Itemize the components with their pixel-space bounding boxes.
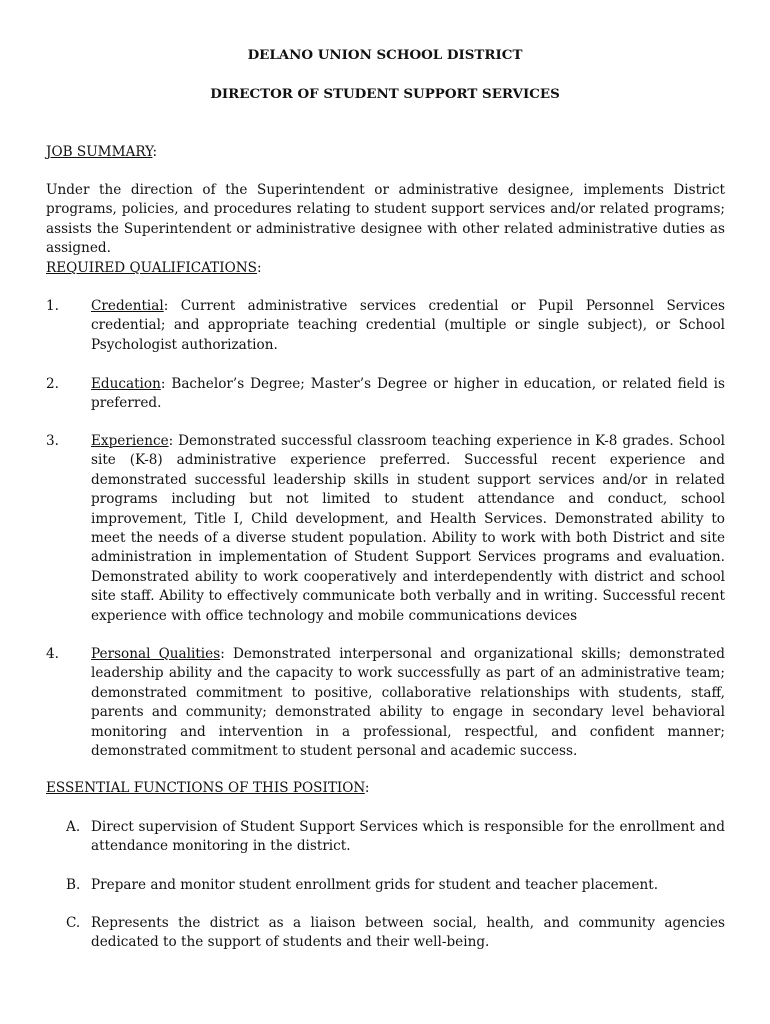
position-title: DIRECTOR OF STUDENT SUPPORT SERVICES [210, 86, 560, 102]
qualification-personal-qualities [91, 645, 725, 761]
qualification-text: : Bachelor’s Degree; Master’s Degree or higher in education, or related field is preferred. [91, 376, 725, 412]
essential-functions-heading: ESSENTIAL FUNCTIONS OF THIS POSITION: [46, 780, 370, 796]
job-summary-text: Under the direction of the Superintendent or administrative designee, implements District programs, policies, and procedures relating to student support services and/or related programs; assists the Superintendent or administrative designee with other related administrative duties as assigned. [46, 182, 725, 257]
function-item: Prepare and monitor student enrollment grids for student and teacher placement. [91, 877, 659, 893]
qualification-number: 3. [46, 433, 59, 449]
qualification-credential [91, 297, 725, 355]
qualification-label: Personal Qualities [91, 646, 221, 662]
qualification-text: : Current administrative services credential or Pupil Personnel Services credential; and appropriate teaching credential (multiple or single subject), or School Psychologist authorization. [91, 298, 725, 353]
job-summary-heading: JOB SUMMARY: [46, 144, 158, 160]
qualification-number: 1. [46, 298, 59, 314]
function-letter: C. [66, 915, 81, 931]
qualifications-heading: REQUIRED QUALIFICATIONS: [46, 260, 262, 276]
qualification-text: : Demonstrated interpersonal and organizational skills; demonstrated leadership ability and the capacity to work successfully as part of an administrative team; demonstrated commitment to positive, collaborative relationships with students, staff, parents and community; demonstrated ability to engage in secondary level behavioral monitoring and intervention in a professional, respectful, and confident manner; demonstrated commitment to student personal and academic success. [91, 646, 725, 760]
qualification-label: Credential [91, 298, 164, 314]
function-letter: A. [66, 819, 81, 835]
qualification-number: 4. [46, 646, 59, 662]
function-item: Represents the district as a liaison between social, health, and community agencies dedicated to the support of students and their well-being. [91, 915, 725, 951]
function-letter: B. [66, 877, 81, 893]
essential-functions-heading-text: ESSENTIAL FUNCTIONS OF THIS POSITION [46, 780, 365, 796]
function-item: Direct supervision of Student Support Services which is responsible for the enrollment and attendance monitoring in the district. [91, 819, 725, 855]
qualification-experience [91, 432, 725, 626]
qualification-label: Education [91, 376, 161, 392]
qualification-number: 2. [46, 376, 59, 392]
qualification-education [91, 375, 725, 414]
district-title: DELANO UNION SCHOOL DISTRICT [247, 47, 523, 63]
qualification-label: Experience [91, 433, 169, 449]
job-summary-heading-text: JOB SUMMARY [46, 144, 153, 160]
qualifications-heading-text: REQUIRED QUALIFICATIONS [46, 260, 257, 276]
qualification-text: : Demonstrated successful classroom teaching experience in K-8 grades. School site (K-8) administrative experience preferred. Successful recent experience and demonstrated successful leadership skills in student support services and/or in related programs including but not limited to student attendance and conduct, school improvement, Title I, Child development, and Health Services. Demonstrated ability to meet the needs of a diverse student population. Ability to work with both District and site administration in implementation of Student Support Services programs and evaluation. Demonstrated ability to work cooperatively and interdependently with district and school site staff. Ability to effectively communicate both verbally and in writing. Successful recent experience with office technology and mobile communications devices [91, 433, 725, 624]
